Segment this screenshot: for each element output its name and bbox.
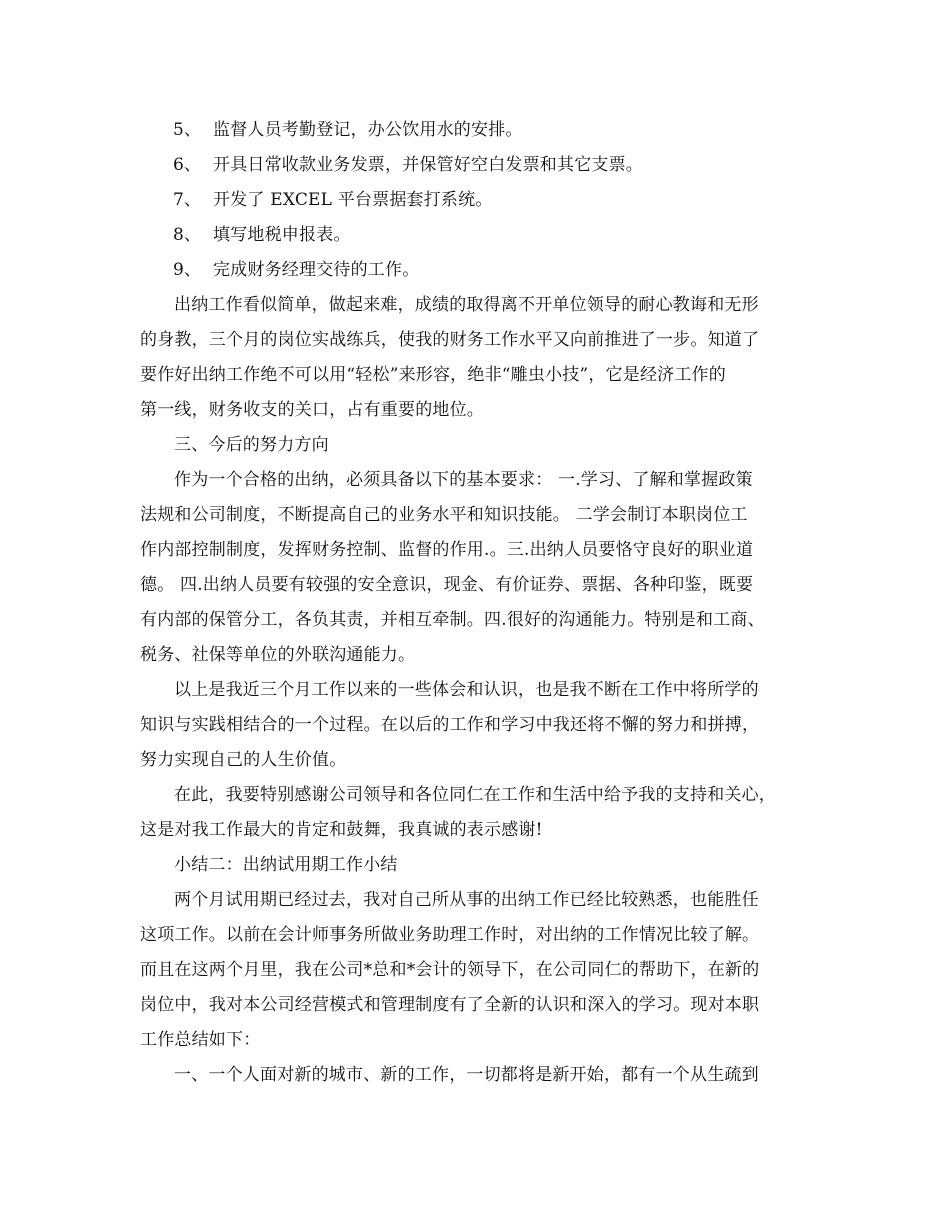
text-line: 第一线，财务收支的关口，占有重要的地位。 [140, 400, 484, 420]
text-line: 岗位中，我对本公司经营模式和管理制度有了全新的认识和深入的学习。现对本职 [140, 995, 760, 1015]
text-line: 两个月试用期已经过去，我对自己所从事的出纳工作已经比较熟悉，也能胜任 [174, 890, 759, 910]
list-item-number: 5、 [173, 120, 202, 140]
text-line: 这项工作。以前在会计师事务所做业务助理工作时，对出纳的工作情况比较了解。 [140, 925, 760, 945]
text-line: 工作总结如下： [140, 1030, 261, 1050]
list-item [140, 218, 830, 253]
text-line: 知识与实践相结合的一个过程。在以后的工作和学习中我还将不懈的努力和拼搏， [140, 715, 760, 735]
text-line: 法规和公司制度，不断提高自己的业务水平和知识技能。 二学会制订本职岗位工 [140, 505, 748, 525]
list-item-number: 9、 [173, 260, 202, 280]
text-line: 的身教，三个月的岗位实战练兵，使我的财务工作水平又向前推进了一步。知道了 [140, 330, 760, 350]
text-line: 在此，我要特别感谢公司领导和各位同仁在工作和生活中给予我的支持和关心， [174, 785, 776, 805]
list-item-text: 开发了 EXCEL 平台票据套打系统。 [213, 190, 493, 210]
list-item-number: 7、 [173, 190, 202, 210]
text-line: 作为一个合格的出纳，必须具备以下的基本要求： 一.学习、了解和掌握政策 [174, 470, 753, 490]
list-item-number: 8、 [173, 225, 202, 245]
text-line: 出纳工作看似简单，做起来难，成绩的取得离不开单位领导的耐心教诲和无形 [174, 295, 759, 315]
list-item-text: 完成财务经理交待的工作。 [213, 260, 420, 280]
text-line: 努力实现自己的人生价值。 [140, 750, 347, 770]
document-body [140, 113, 830, 1093]
list-item [140, 148, 830, 183]
text-line: 一、一个人面对新的城市、新的工作，一切都将是新开始，都有一个从生疏到 [174, 1065, 759, 1085]
list-item-number: 6、 [173, 155, 202, 175]
text-line: 要作好出纳工作绝不可以用“轻松”来形容，绝非“雕虫小技”，它是经济工作的 [140, 365, 726, 385]
list-item [140, 183, 830, 218]
section-heading: 小结二：出纳试用期工作小结 [174, 855, 398, 875]
list-item-text: 填写地税申报表。 [213, 225, 351, 245]
text-line: 这是对我工作最大的肯定和鼓舞，我真诚的表示感谢! [140, 820, 543, 840]
list-item-text: 开具日常收款业务发票，并保管好空白发票和其它支票。 [213, 155, 643, 175]
list-item [140, 253, 830, 288]
section-heading: 三、今后的努力方向 [174, 435, 329, 455]
text-line: 有内部的保管分工，各负其责，并相互牵制。四.很好的沟通能力。特别是和工商、 [140, 610, 765, 630]
text-line: 德。 四.出纳人员要有较强的安全意识，现金、有价证券、票据、各种印鉴，既要 [140, 575, 754, 595]
list-item-text: 监督人员考勤登记，办公饮用水的安排。 [213, 120, 523, 140]
list-item [140, 113, 830, 148]
text-line: 而且在这两个月里，我在公司*总和*会计的领导下，在公司同仁的帮助下，在新的 [140, 960, 760, 980]
text-line: 作内部控制制度，发挥财务控制、监督的作用.。三.出纳人员要恪守良好的职业道 [140, 540, 754, 560]
text-line: 税务、社保等单位的外联沟通能力。 [140, 645, 416, 665]
text-line: 以上是我近三个月工作以来的一些体会和认识，也是我不断在工作中将所学的 [174, 680, 759, 700]
